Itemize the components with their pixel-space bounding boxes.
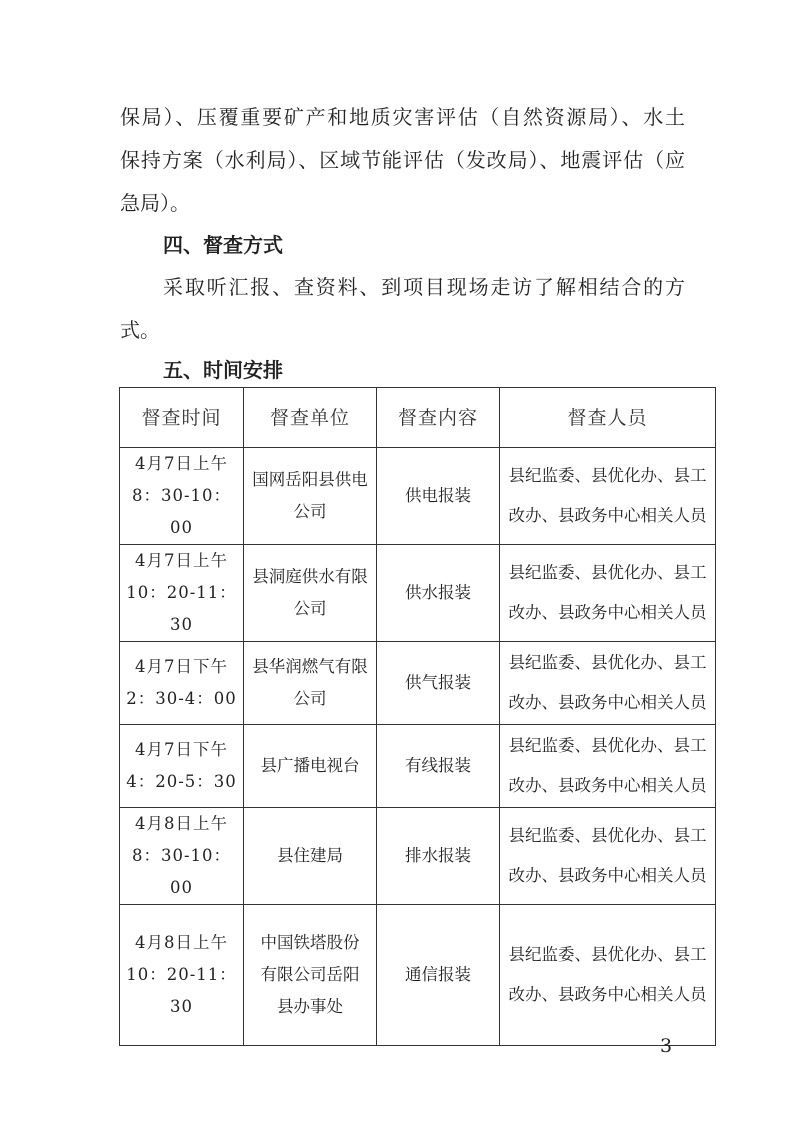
cell-unit-line: 县住建局 xyxy=(277,846,343,865)
cell-content: 有线报装 xyxy=(377,725,500,808)
cell-people-line: 改办、县政务中心相关人员 xyxy=(508,866,707,885)
cell-people-line: 县纪监委、县优化办、县工 xyxy=(508,945,707,964)
cell-content: 供水报装 xyxy=(377,545,500,642)
cell-unit xyxy=(244,642,377,725)
header-content: 督查内容 xyxy=(377,388,500,448)
table-header-row xyxy=(120,388,716,448)
cell-unit xyxy=(244,905,377,1046)
cell-content: 通信报装 xyxy=(377,905,500,1046)
header-time: 督查时间 xyxy=(120,388,244,448)
cell-people xyxy=(500,905,716,1046)
cell-people-line: 县纪监委、县优化办、县工 xyxy=(508,736,707,755)
cell-time xyxy=(120,808,244,905)
cell-time-line: 10：20-11：30 xyxy=(126,965,237,1016)
cell-unit xyxy=(244,448,377,545)
cell-unit-line: 县广播电视台 xyxy=(260,756,360,775)
table-row xyxy=(120,448,716,545)
cell-people xyxy=(500,448,716,545)
cell-time-line: 10：20-11：30 xyxy=(126,583,237,634)
cell-unit-line: 公司 xyxy=(293,689,327,708)
table-row xyxy=(120,545,716,642)
cell-people-line: 改办、县政务中心相关人员 xyxy=(508,985,707,1004)
cell-unit-line: 中国铁塔股份 xyxy=(260,933,360,952)
cell-people-line: 改办、县政务中心相关人员 xyxy=(508,506,707,525)
cell-time-line: 4：20-5：30 xyxy=(126,772,237,791)
cell-unit-line: 县办事处 xyxy=(277,997,343,1016)
cell-time-line: 4月7日下午 xyxy=(135,740,228,759)
cell-people-line: 县纪监委、县优化办、县工 xyxy=(508,653,707,672)
section-heading-5: 五、时间安排 xyxy=(163,358,283,382)
cell-people xyxy=(500,725,716,808)
cell-people-line: 改办、县政务中心相关人员 xyxy=(508,776,707,795)
cell-people-line: 县纪监委、县优化办、县工 xyxy=(508,826,707,845)
cell-unit-line: 公司 xyxy=(293,502,327,521)
cell-content: 供电报装 xyxy=(377,448,500,545)
cell-time-line: 4月7日下午 xyxy=(135,657,228,676)
paragraph-line: 急局）。 xyxy=(120,191,190,215)
cell-people xyxy=(500,642,716,725)
paragraph-line: 保持方案（水利局）、区域节能评估（发改局）、地震评估（应 xyxy=(120,148,685,172)
cell-time xyxy=(120,905,244,1046)
cell-time xyxy=(120,725,244,808)
cell-time xyxy=(120,448,244,545)
paragraph-line: 式。 xyxy=(120,318,160,342)
cell-people xyxy=(500,808,716,905)
header-people: 督查人员 xyxy=(500,388,716,448)
cell-time-line: 8：30-10：00 xyxy=(131,846,232,897)
cell-unit-line: 国网岳阳县供电 xyxy=(252,470,368,489)
cell-people-line: 县纪监委、县优化办、县工 xyxy=(508,563,707,582)
page-number: 3 xyxy=(660,1035,673,1057)
cell-time-line: 4月8日上午 xyxy=(135,933,228,952)
cell-people-line: 改办、县政务中心相关人员 xyxy=(508,603,707,622)
table-row xyxy=(120,725,716,808)
cell-people xyxy=(500,545,716,642)
cell-content: 排水报装 xyxy=(377,808,500,905)
cell-unit xyxy=(244,545,377,642)
header-unit: 督查单位 xyxy=(244,388,377,448)
section-heading-4: 四、督查方式 xyxy=(163,233,283,257)
paragraph-line: 保局）、压覆重要矿产和地质灾害评估（自然资源局）、水土 xyxy=(120,105,685,129)
cell-time xyxy=(120,642,244,725)
cell-time-line: 4月7日上午 xyxy=(135,454,228,473)
cell-unit-line: 县洞庭供水有限 xyxy=(252,567,368,586)
cell-time-line: 4月7日上午 xyxy=(135,551,228,570)
cell-unit-line: 公司 xyxy=(293,599,327,618)
cell-time-line: 4月8日上午 xyxy=(135,814,228,833)
cell-unit-line: 有限公司岳阳 xyxy=(260,965,360,984)
cell-people-line: 县纪监委、县优化办、县工 xyxy=(508,466,707,485)
cell-time-line: 2：30-4：00 xyxy=(126,689,237,708)
table-row xyxy=(120,905,716,1046)
table-row xyxy=(120,808,716,905)
paragraph-line: 采取听汇报、查资料、到项目现场走访了解相结合的方 xyxy=(163,275,685,299)
table-row xyxy=(120,642,716,725)
cell-time-line: 8：30-10：00 xyxy=(131,486,232,537)
cell-content: 供气报装 xyxy=(377,642,500,725)
cell-unit xyxy=(244,808,377,905)
cell-unit xyxy=(244,725,377,808)
schedule-table xyxy=(119,387,716,1046)
cell-people-line: 改办、县政务中心相关人员 xyxy=(508,693,707,712)
cell-unit-line: 县华润燃气有限 xyxy=(252,657,368,676)
cell-time xyxy=(120,545,244,642)
